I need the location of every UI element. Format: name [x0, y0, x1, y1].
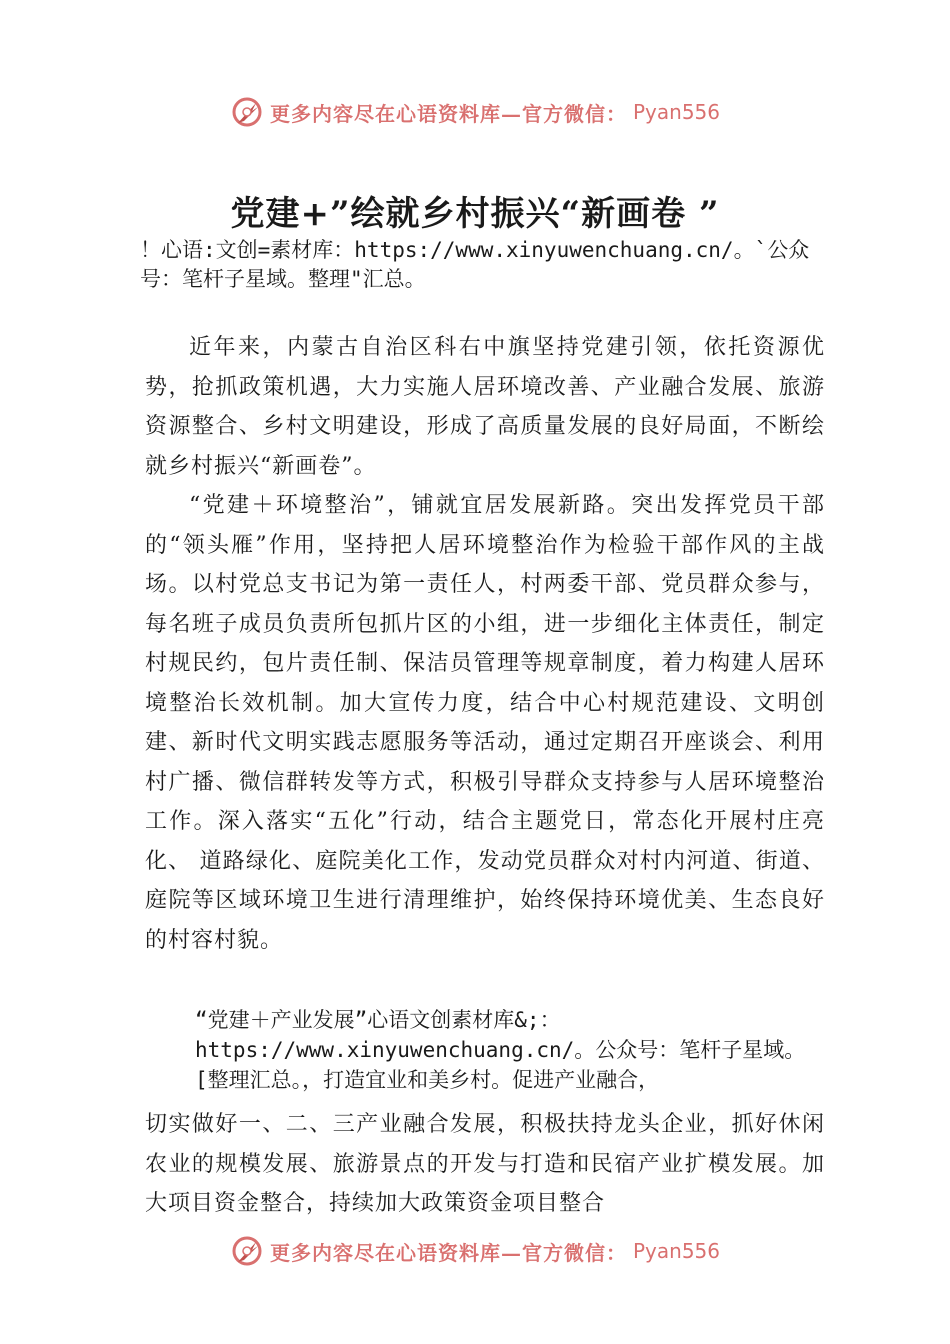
paragraph-text: 近年来，内蒙古自治区科右中旗坚持党建引领，依托资源优势，抢抓政策机遇，大力实施人居环境改善、产业融合发展、旅游资源整合、乡村文明建设，形成了高质量发展的良好局面，不断绘就乡村振兴“新画卷”。 [145, 335, 825, 479]
paragraph-environment [145, 486, 825, 960]
quill-logo-icon [230, 95, 264, 129]
footer-watermark [0, 1234, 950, 1268]
source-line: ！心语:文创=素材库：https://www.xinyuwenchuang.cn/。`公众号：笔杆子星域。整理"汇总。 [140, 238, 810, 291]
paragraph-intro [145, 328, 825, 486]
header-watermark [0, 95, 950, 129]
watermark-text: 更多内容尽在心语资料库—官方微信： [269, 101, 627, 126]
paragraph-industry-heading [195, 1005, 825, 1095]
paragraph-industry [145, 1105, 825, 1224]
paragraph-text: 切实做好一、二、三产业融合发展，积极扶持龙头企业，抓好休闲农业的规模发展、旅游景点的开发与打造和民宿产业扩模发展。加大项目资金整合，持续加大政策资金项目整合 [145, 1112, 825, 1216]
document-title: 党建+”绘就乡村振兴“新画卷 ” [230, 194, 720, 234]
quill-logo-icon [230, 1234, 264, 1268]
watermark-text: 更多内容尽在心语资料库—官方微信： [269, 1240, 627, 1265]
watermark-wechat-id: Pyan556 [632, 1239, 720, 1263]
watermark-wechat-id: Pyan556 [632, 100, 720, 124]
paragraph-text: “党建＋环境整治”，铺就宜居发展新路。突出发挥党员干部的“领头雁”作用，坚持把人居环境整治作为检验干部作风的主战场。以村党总支书记为第一责任人，村两委干部、党员群众参与，每名班子成员负责所包抓片区的小组，进一步细化主体责任，制定村规民约，包片责任制、保洁员管理等规章制度，着力构建人居环境整治长效机制。加大宣传力度，结合中心村规范建设、文明创建、新时代文明实践志愿服务等活动，通过定期召开座谈会、利用村广播、微信群转发等方式，积极引导群众支持参与人居环境整治工作。深入落实“五化”行动，结合主题党日，常态化开展村庄亮化、 道路绿化、庭院美化工作，发动党员群众对村内河道、街道、庭院等区域环境卫生进行清理维护，始终保持环境优美、生态良好的村容村貌。 [145, 493, 825, 953]
paragraph-text: “党建＋产业发展”心语文创素材库&;：https://www.xinyuwenchuang.cn/。公众号：笔杆子星域。[整理汇总。，打造宜业和美乡村。促进产业融合， [195, 1008, 806, 1092]
